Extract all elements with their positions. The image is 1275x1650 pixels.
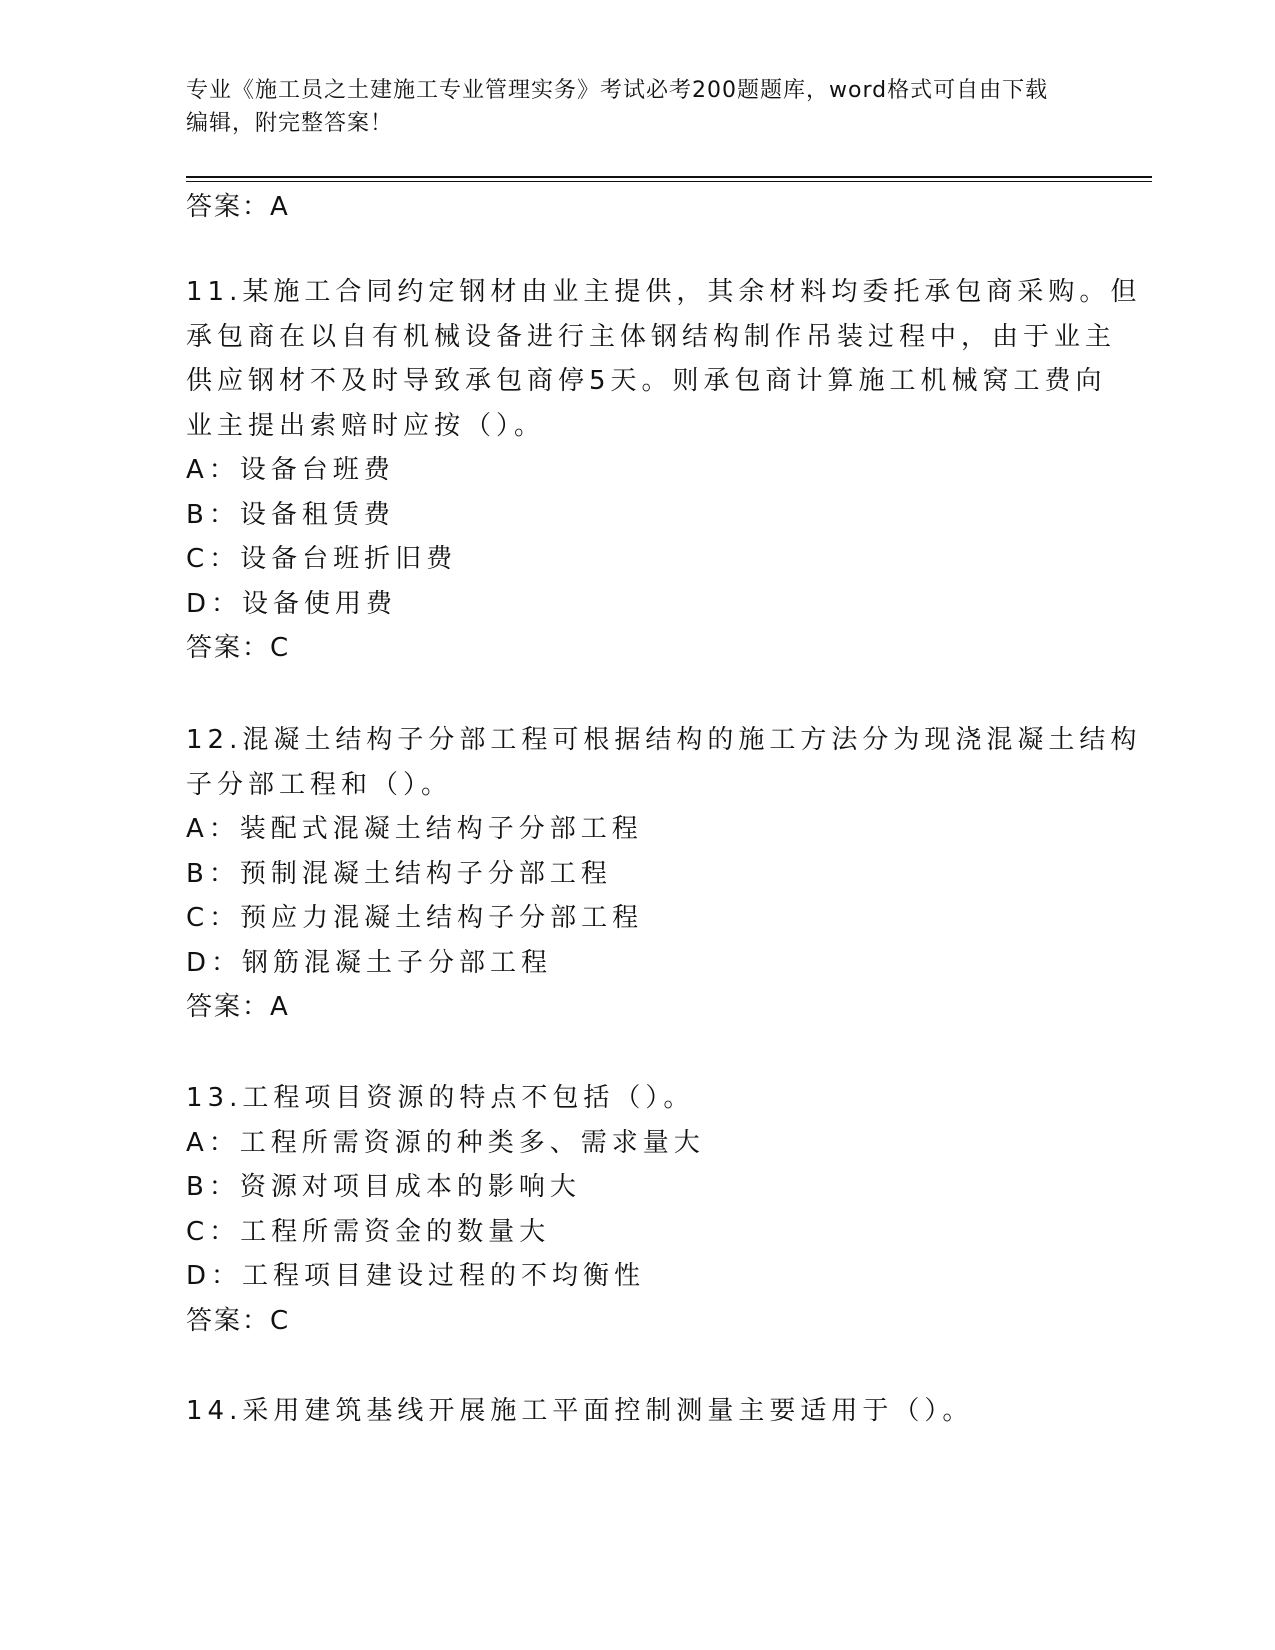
question-12-option-a: A：装配式混凝土结构子分部工程 [186,814,643,844]
question-11-answer: 答案：C [186,633,291,663]
header-rule-thick [186,176,1152,178]
previous-answer: 答案：A [186,192,290,222]
header-rule-thin [186,181,1152,182]
question-11-line-3: 供应钢材不及时导致承包商停5天。则承包商计算施工机械窝工费向 [186,366,1107,396]
question-12-option-b: B：预制混凝土结构子分部工程 [186,859,612,889]
question-12-option-c: C：预应力混凝土结构子分部工程 [186,903,644,933]
question-11-option-d: D：设备使用费 [186,589,398,619]
question-11-option-c: C：设备台班折旧费 [186,544,458,574]
question-12-answer: 答案：A [186,992,290,1022]
question-14-line-1: 14.采用建筑基线开展施工平面控制测量主要适用于（）。 [186,1396,974,1426]
question-11-line-4: 业主提出索赔时应按（）。 [186,411,546,441]
question-13-option-c: C：工程所需资金的数量大 [186,1217,551,1247]
question-12-line-1: 12.混凝土结构子分部工程可根据结构的施工方法分为现浇混凝土结构 [186,725,1142,755]
question-13-option-b: B：资源对项目成本的影响大 [186,1172,581,1202]
question-11-line-1: 11.某施工合同约定钢材由业主提供，其余材料均委托承包商采购。但 [186,277,1142,307]
question-13-line-1: 13.工程项目资源的特点不包括（）。 [186,1083,695,1113]
question-13-option-d: D：工程项目建设过程的不均衡性 [186,1261,646,1291]
question-13-answer: 答案：C [186,1306,291,1336]
question-12-option-d: D：钢筋混凝土子分部工程 [186,948,553,978]
question-11-line-2: 承包商在以自有机械设备进行主体钢结构制作吊装过程中，由于业主 [186,322,1117,352]
page-header: 专业《施工员之土建施工专业管理实务》考试必考200题题库，word格式可自由下载编辑，附完整答案！ [186,78,1049,136]
question-12-line-2: 子分部工程和（）。 [186,770,453,800]
question-11-option-b: B：设备租赁费 [186,500,395,530]
question-13-option-a: A：工程所需资源的种类多、需求量大 [186,1128,705,1158]
question-11-option-a: A：设备台班费 [186,455,395,485]
